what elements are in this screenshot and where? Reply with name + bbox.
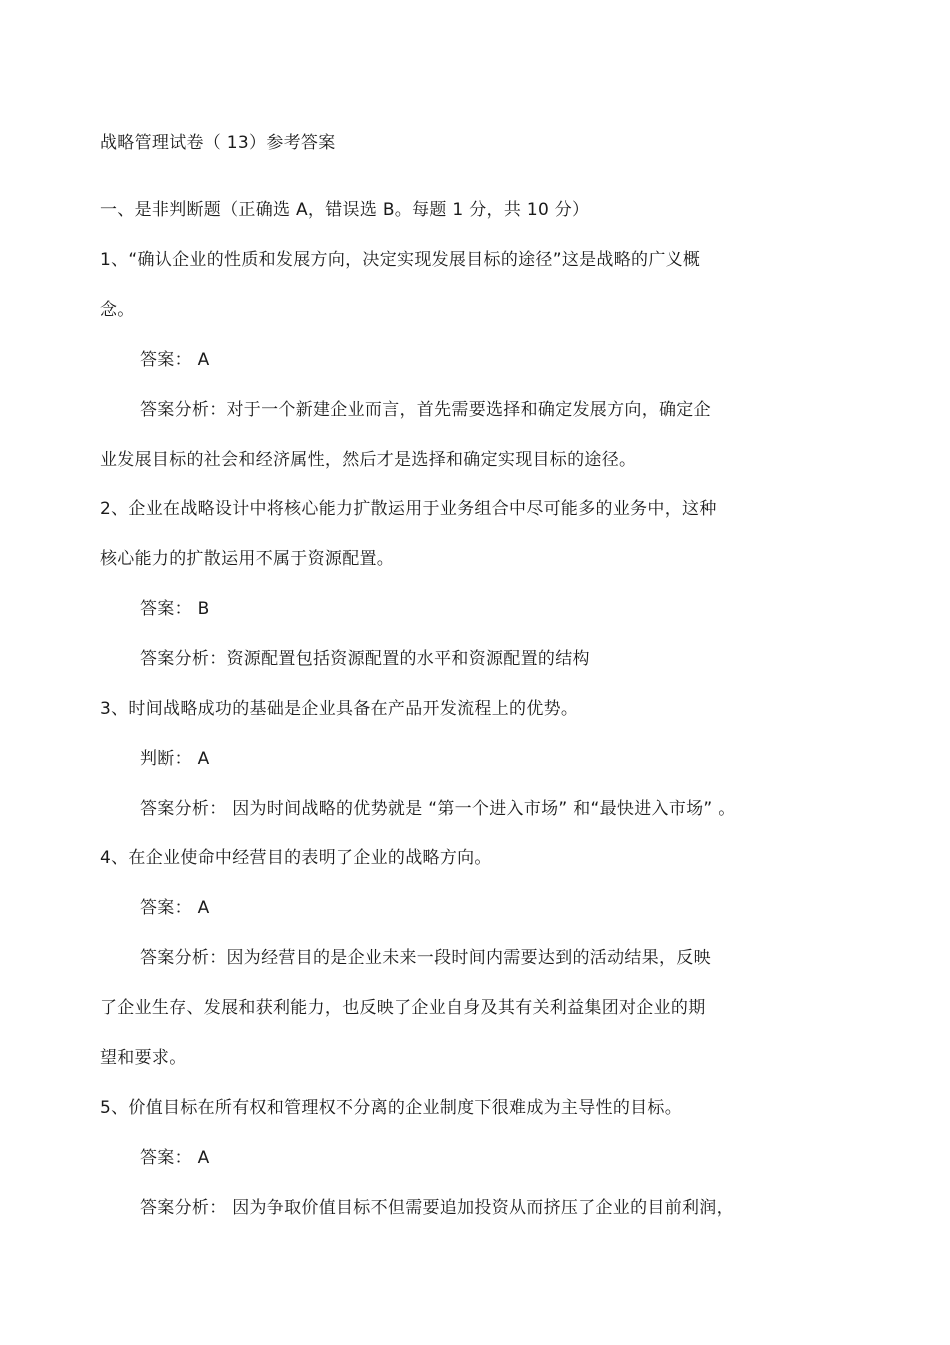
question-3-analysis-line-1: 答案分析： 因为时间战略的优势就是 “第一个进入市场” 和“最快进入市场” 。 [140, 799, 736, 819]
question-2-line-2: 核心能力的扩散运用不属于资源配置。 [100, 549, 395, 569]
question-1-analysis-line-1: 答案分析：对于一个新建企业而言，首先需要选择和确定发展方向，确定企 [140, 400, 711, 420]
question-1-line-1: 1、“确认企业的性质和发展方向，决定实现发展目标的途径”这是战略的广义概 [100, 250, 701, 270]
question-1-analysis-line-2: 业发展目标的社会和经济属性，然后才是选择和确定实现目标的途径。 [100, 450, 637, 470]
question-4-answer: 答案： A [140, 898, 210, 918]
section-heading: 一、是非判断题（正确选 A，错误选 B。每题 1 分，共 10 分） [100, 200, 590, 220]
question-2-analysis-line-1: 答案分析：资源配置包括资源配置的水平和资源配置的结构 [140, 649, 590, 669]
document-title: 战略管理试卷（ 13）参考答案 [100, 133, 336, 153]
question-1-answer: 答案： A [140, 350, 210, 370]
question-3-line-1: 3、时间战略成功的基础是企业具备在产品开发流程上的优势。 [100, 699, 579, 719]
question-2-line-1: 2、企业在战略设计中将核心能力扩散运用于业务组合中尽可能多的业务中，这种 [100, 499, 717, 519]
question-5-analysis-line-1: 答案分析： 因为争取价值目标不但需要追加投资从而挤压了企业的目前利润， [140, 1198, 734, 1218]
question-2-answer: 答案： B [140, 599, 210, 619]
question-5-line-1: 5、价值目标在所有权和管理权不分离的企业制度下很难成为主导性的目标。 [100, 1098, 683, 1118]
question-4-analysis-line-1: 答案分析：因为经营目的是企业未来一段时间内需要达到的活动结果，反映 [140, 948, 711, 968]
question-1-line-2: 念。 [100, 300, 135, 320]
question-4-line-1: 4、在企业使命中经营目的表明了企业的战略方向。 [100, 848, 492, 868]
question-4-analysis-line-3: 望和要求。 [100, 1048, 187, 1068]
question-5-answer: 答案： A [140, 1148, 210, 1168]
question-4-analysis-line-2: 了企业生存、发展和获利能力，也反映了企业自身及其有关利益集团对企业的期 [100, 998, 706, 1018]
question-3-answer: 判断： A [140, 749, 210, 769]
